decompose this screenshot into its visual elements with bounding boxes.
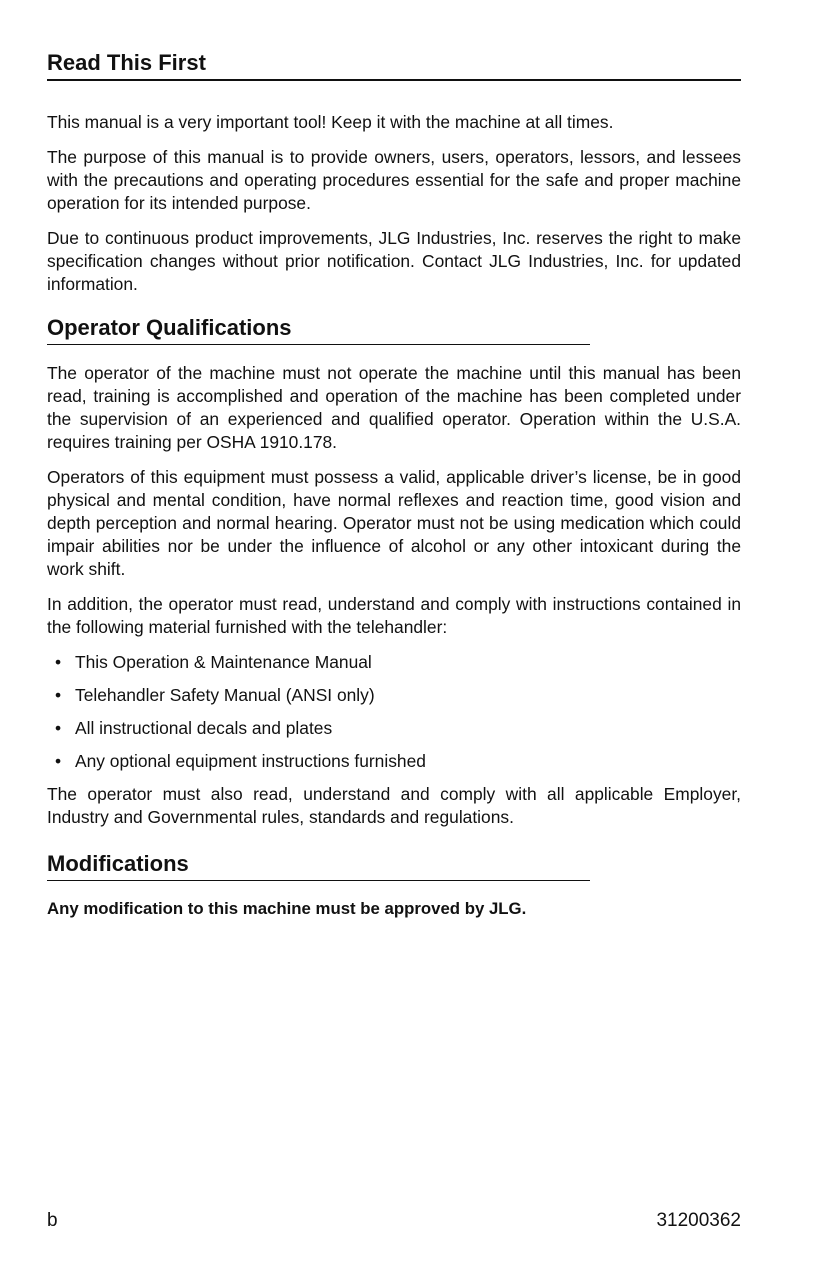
section-title: Modifications [47, 851, 189, 876]
materials-list [47, 651, 741, 773]
bullet-icon: • [55, 685, 62, 705]
list-item: • This Operation & Maintenance Manual [55, 652, 372, 672]
section-operator-qualifications [47, 315, 741, 829]
paragraph: Operators of this equipment must possess a valid, applicable driver’s license, be in good physical and mental condition, have normal reflexes and reaction time, good vision and depth perception and normal hearing. Operator must not be using medication which could impair abilities nor be under the influence of alcohol or any other intoxicant during the work shift. [47, 467, 741, 579]
section-title: Read This First [47, 50, 206, 75]
document-number: 31200362 [656, 1210, 741, 1231]
list-item: • Telehandler Safety Manual (ANSI only) [55, 685, 375, 705]
paragraph: This manual is a very important tool! Keep it with the machine at all times. [47, 112, 614, 132]
paragraph: In addition, the operator must read, understand and comply with instructions contained in the following material furnished with the telehandler: [47, 594, 741, 637]
paragraph: The operator must also read, understand and comply with all applicable Employer, Industry and Governmental rules, standards and regulations. [47, 784, 741, 827]
paragraph: The operator of the machine must not operate the machine until this manual has been read, training is accomplished and operation of the machine has been completed under the supervision of an experienced and qualified operator. Operation within the U.S.A. requires training per OSHA 1910.178. [47, 363, 741, 452]
bullet-icon: • [55, 652, 62, 672]
section-title: Operator Qualifications [47, 315, 292, 340]
bullet-icon: • [55, 751, 62, 771]
section-divider [47, 344, 590, 345]
modification-notice: Any modification to this machine must be approved by JLG. [47, 899, 527, 918]
section-modifications [47, 851, 741, 920]
bullet-icon: • [55, 718, 62, 738]
list-item: • Any optional equipment instructions furnished [55, 751, 426, 771]
section-divider [47, 79, 741, 81]
section-read-this-first [47, 50, 741, 296]
section-divider [47, 880, 590, 881]
list-item: • All instructional decals and plates [55, 718, 333, 738]
page-letter: b [47, 1210, 58, 1231]
paragraph: Due to continuous product improvements, JLG Industries, Inc. reserves the right to make specification changes without prior notification. Contact JLG Industries, Inc. for updated information. [47, 228, 741, 294]
paragraph: The purpose of this manual is to provide owners, users, operators, lessors, and lessees with the precautions and operating procedures essential for the safe and proper machine operation for its intended purpose. [47, 147, 741, 213]
